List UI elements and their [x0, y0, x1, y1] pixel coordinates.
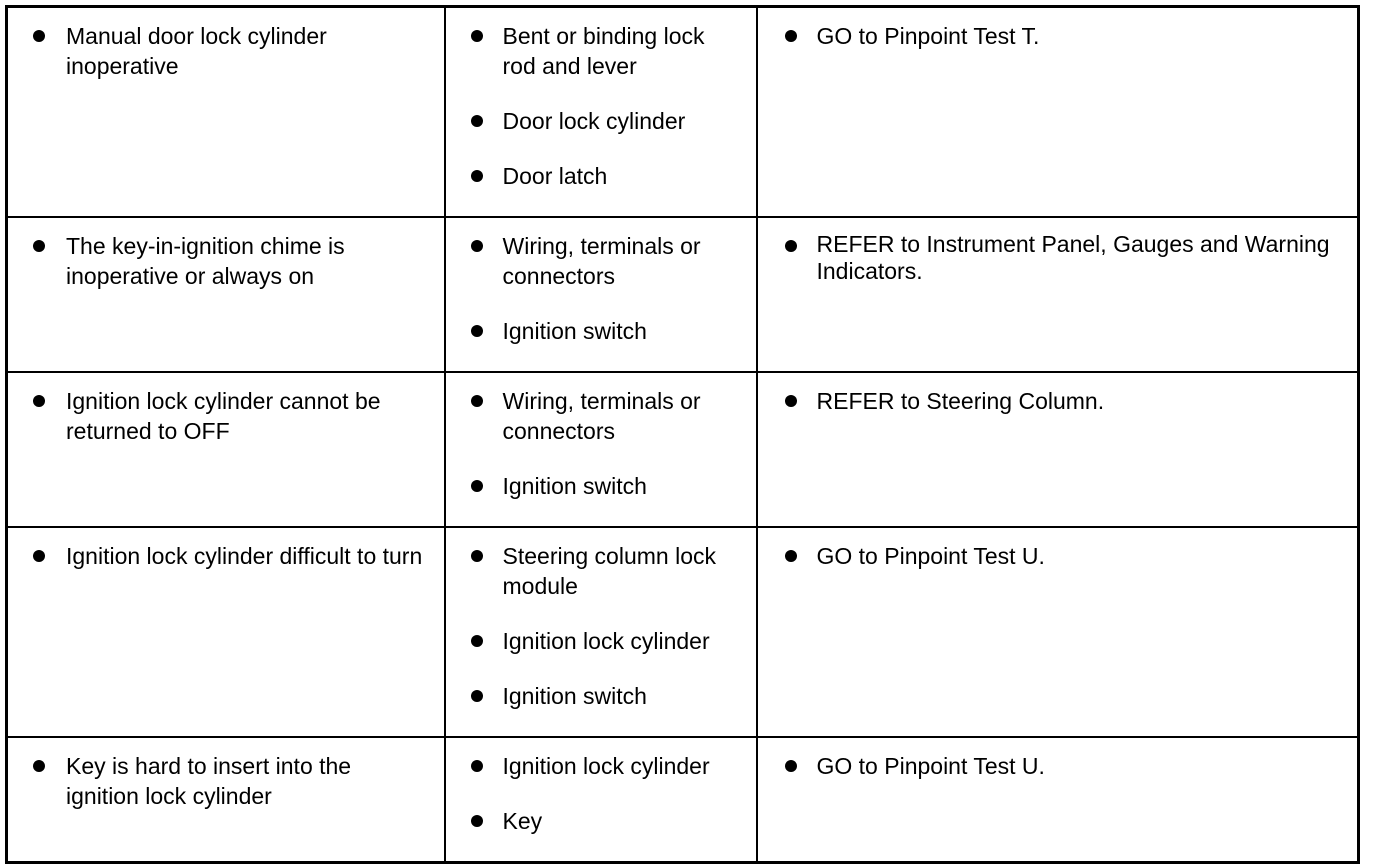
cause-text: Door latch [502, 163, 608, 189]
bullet-icon [471, 30, 483, 42]
symptom-cell [7, 372, 445, 527]
bullet-icon [471, 815, 483, 827]
bullet-icon [471, 635, 483, 647]
cause-text: Ignition switch [502, 683, 647, 709]
bullet-icon [785, 30, 797, 42]
symptom-text: Ignition lock cylinder difficult to turn [66, 543, 423, 569]
bullet-icon [471, 115, 483, 127]
cause-text: Steering column lock module [502, 543, 716, 599]
table-row [7, 217, 1359, 372]
action-text: REFER to Instrument Panel, Gauges and Warning Indicators. [816, 231, 1330, 284]
table-row [7, 527, 1359, 737]
diagnosis-table [5, 5, 1360, 864]
list-item [446, 106, 736, 136]
bullet-icon [785, 395, 797, 407]
action-text: GO to Pinpoint Test U. [816, 753, 1045, 779]
cause-text: Door lock cylinder [502, 108, 686, 134]
symptom-text: Manual door lock cylinder inoperative [66, 23, 327, 79]
symptom-cell [7, 217, 445, 372]
bullet-icon [471, 760, 483, 772]
action-cell [757, 372, 1359, 527]
list-item [8, 21, 424, 81]
bullet-icon [785, 240, 797, 252]
symptom-text: The key-in-ignition chime is inoperative or always on [66, 233, 345, 289]
cause-cell [445, 372, 757, 527]
bullet-icon [33, 30, 45, 42]
list-item [446, 626, 736, 656]
cause-text: Wiring, terminals or connectors [502, 388, 701, 444]
action-text: REFER to Steering Column. [816, 388, 1105, 414]
symptom-cell [7, 7, 445, 218]
list-item [446, 471, 736, 501]
bullet-icon [785, 760, 797, 772]
action-cell [757, 217, 1359, 372]
cause-text: Ignition lock cylinder [502, 753, 710, 779]
list-item [758, 21, 1338, 51]
list-item [446, 231, 736, 291]
cause-text: Ignition switch [502, 318, 647, 344]
cause-text: Ignition lock cylinder [502, 628, 710, 654]
cause-text: Key [502, 808, 543, 834]
symptom-cell [7, 737, 445, 863]
bullet-icon [471, 690, 483, 702]
bullet-icon [471, 480, 483, 492]
bullet-icon [471, 395, 483, 407]
symptom-text: Key is hard to insert into the ignition lock cylinder [66, 753, 352, 809]
list-item [758, 541, 1338, 571]
list-item [446, 751, 736, 781]
bullet-icon [33, 550, 45, 562]
bullet-icon [785, 550, 797, 562]
symptom-text: Ignition lock cylinder cannot be returned to OFF [66, 388, 381, 444]
bullet-icon [471, 240, 483, 252]
list-item [8, 541, 424, 571]
list-item [446, 386, 736, 446]
action-text: GO to Pinpoint Test U. [816, 543, 1045, 569]
list-item [446, 806, 736, 836]
action-text: GO to Pinpoint Test T. [816, 23, 1040, 49]
list-item [8, 231, 424, 291]
bullet-icon [33, 240, 45, 252]
cause-cell [445, 527, 757, 737]
list-item [758, 231, 1338, 285]
bullet-icon [471, 170, 483, 182]
action-cell [757, 737, 1359, 863]
bullet-icon [33, 760, 45, 772]
cause-cell [445, 737, 757, 863]
action-cell [757, 7, 1359, 218]
cause-text: Ignition switch [502, 473, 647, 499]
list-item [446, 316, 736, 346]
list-item [758, 386, 1338, 416]
list-item [446, 21, 736, 81]
list-item [8, 751, 424, 811]
bullet-icon [471, 550, 483, 562]
list-item [8, 386, 424, 446]
list-item [446, 161, 736, 191]
bullet-icon [471, 325, 483, 337]
cause-text: Wiring, terminals or connectors [502, 233, 701, 289]
cause-cell [445, 7, 757, 218]
table-row [7, 372, 1359, 527]
cause-text: Bent or binding lock rod and lever [502, 23, 705, 79]
list-item [446, 681, 736, 711]
table-row [7, 7, 1359, 218]
list-item [758, 751, 1338, 781]
symptom-cell [7, 527, 445, 737]
cause-cell [445, 217, 757, 372]
list-item [446, 541, 736, 601]
table-row [7, 737, 1359, 863]
action-cell [757, 527, 1359, 737]
bullet-icon [33, 395, 45, 407]
